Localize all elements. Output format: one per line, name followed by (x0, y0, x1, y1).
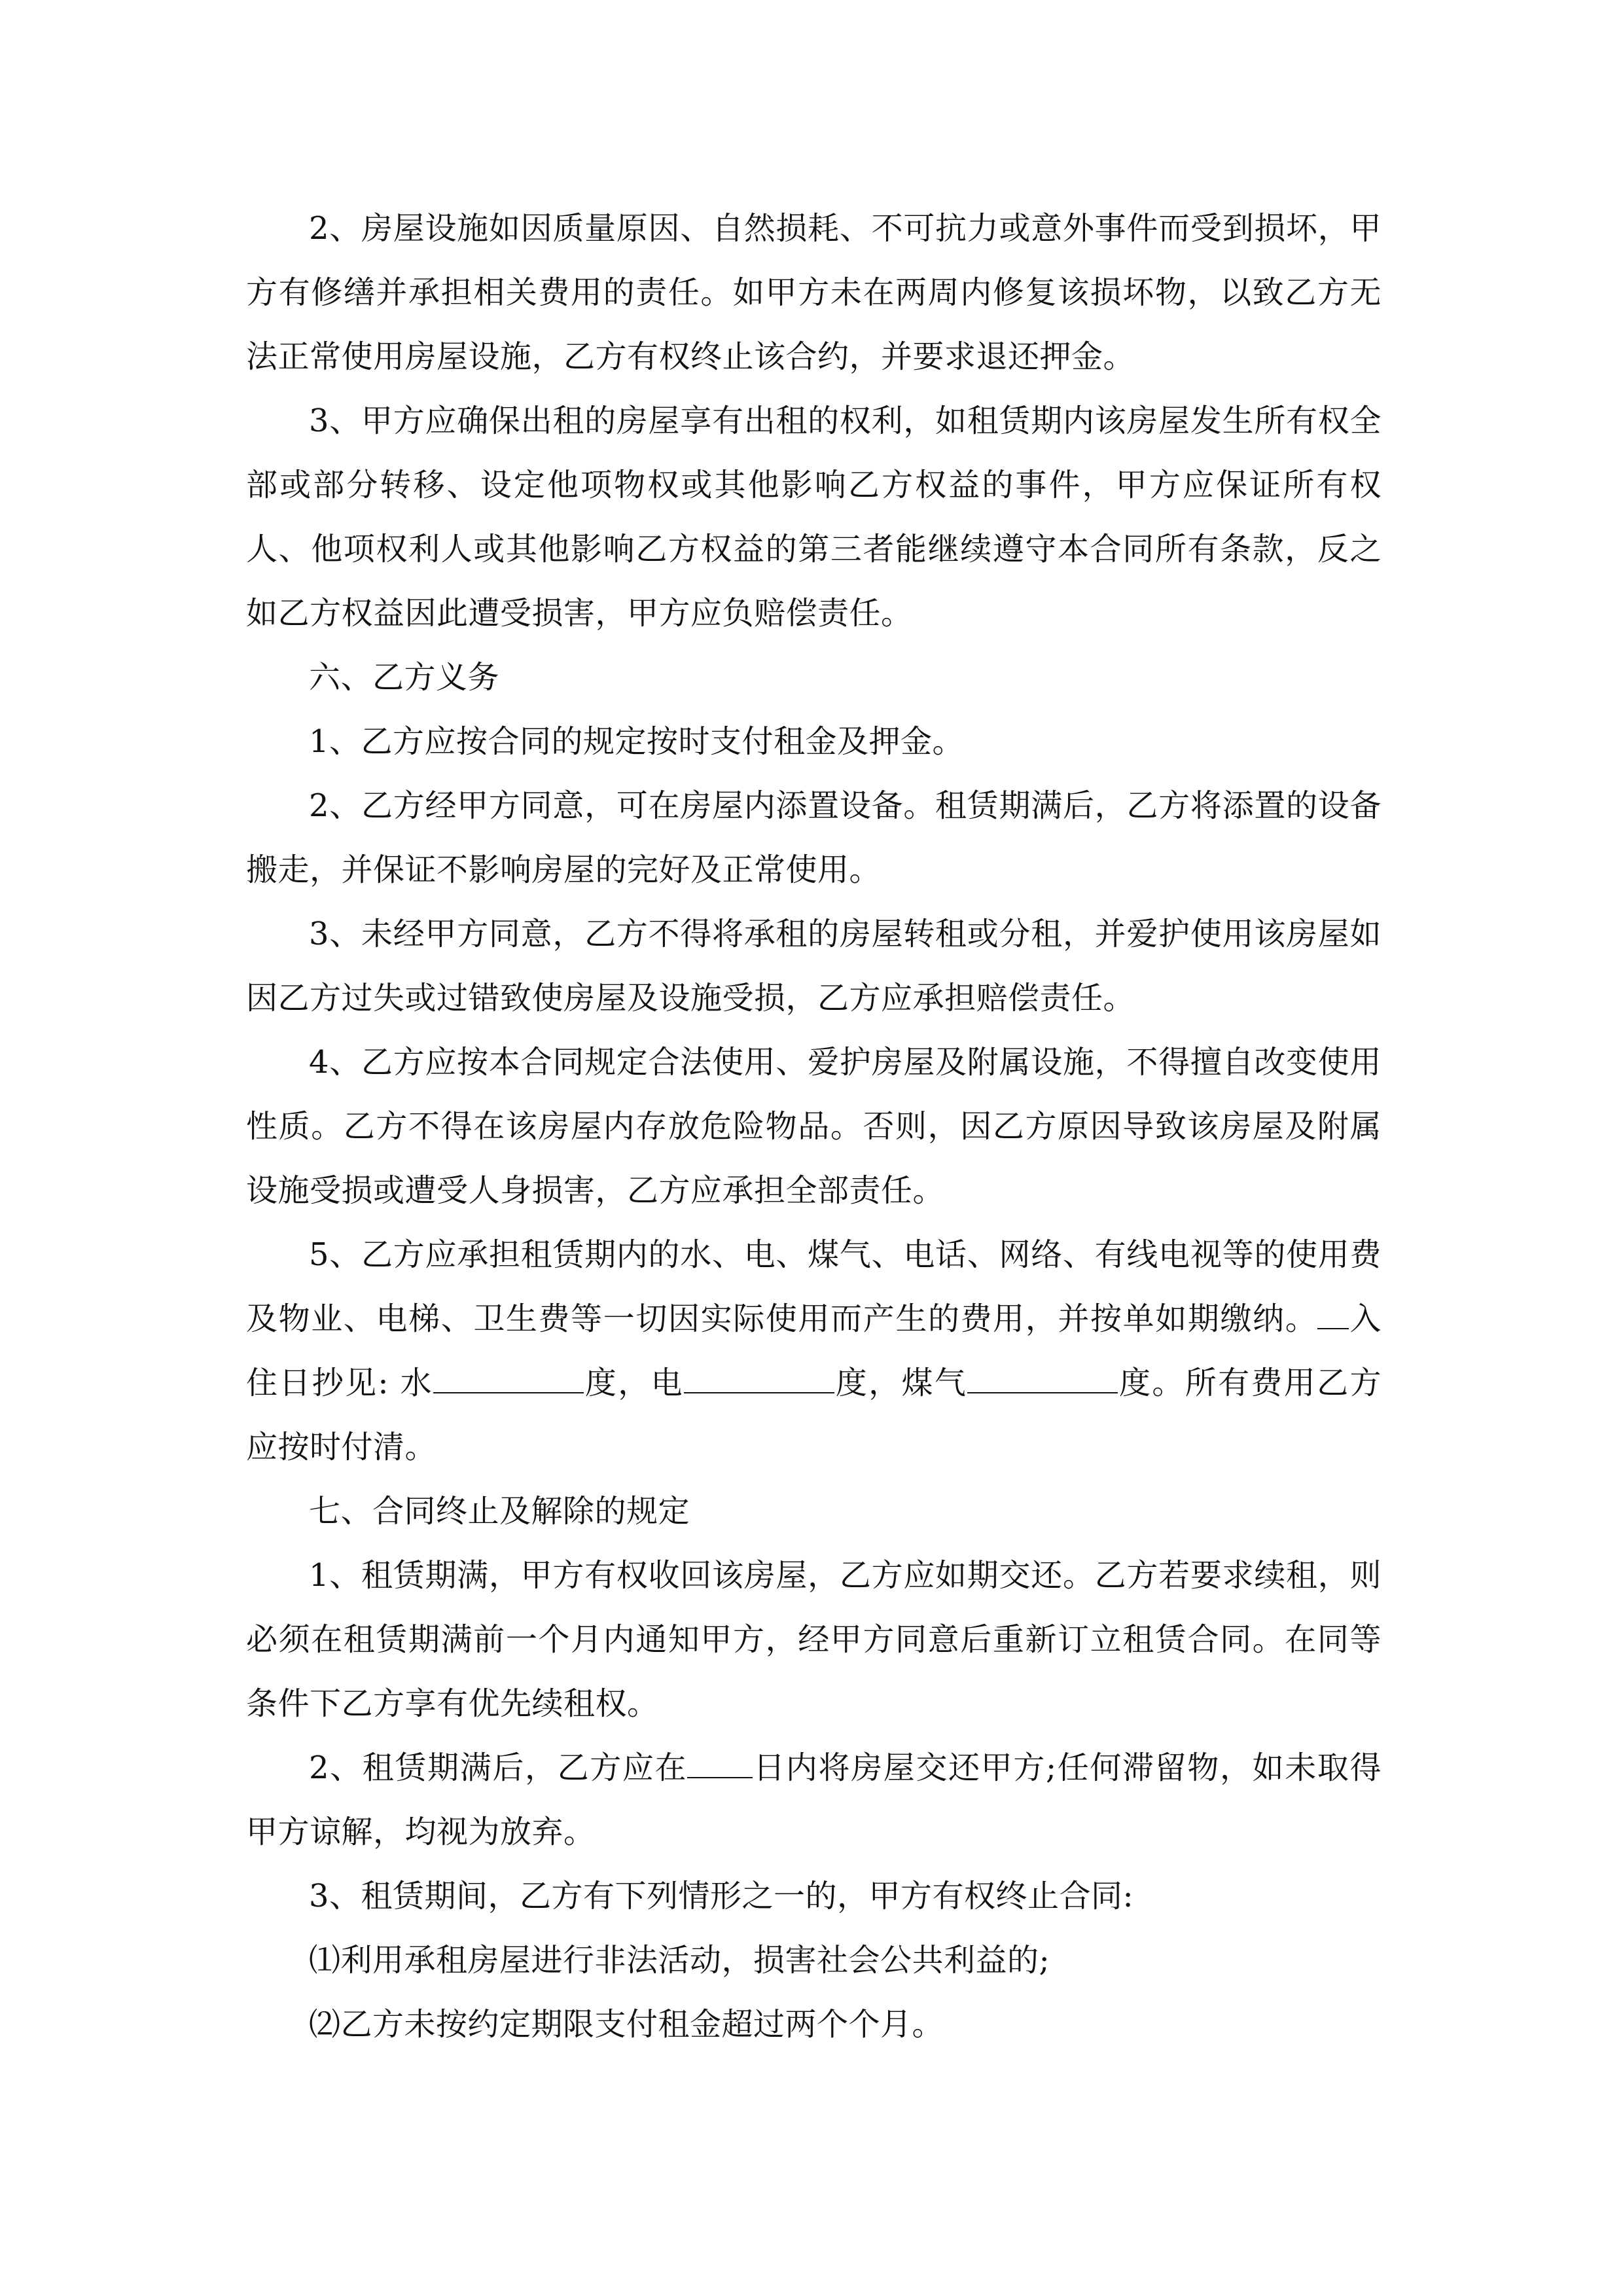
electric-label: 度，电 (584, 1365, 684, 1401)
clause-7-3-item-1: ⑴利用承租房屋进行非法活动，损害社会公共利益的; (309, 1942, 1050, 1979)
section-heading-six: 六、乙方义务 (309, 659, 500, 696)
gas-reading-blank (967, 1364, 1118, 1393)
clause-7-2 (246, 1736, 1382, 1864)
clause-6-2: 2、乙方经甲方同意，可在房屋内添置设备。租赁期满后，乙方将添置的设备搬走，并保证不影响房屋的完好及正常使用。 (246, 787, 1382, 888)
clause-5-2: 2、房屋设施如因质量原因、自然损耗、不可抗力或意外事件而受到损坏，甲方有修缮并承担相关费用的责任。如甲方未在两周内修复该损坏物，以致乙方无法正常使用房屋设施，乙方有权终止该合约，并要求退还押金。 (246, 210, 1382, 375)
blank-line (1317, 1300, 1349, 1329)
days-blank (687, 1749, 753, 1778)
clause-6-1: 1、乙方应按合同的规定按时支付租金及押金。 (309, 723, 965, 760)
clause-7-2-text: 2、租赁期满后，乙方应在 (309, 1749, 688, 1786)
section-heading-seven: 七、合同终止及解除的规定 (309, 1493, 690, 1530)
water-reading-blank (433, 1364, 584, 1393)
clause-7-2-tail: 日内将房屋交还甲方;任何滞留物，如未取得甲方谅解，均视为放弃。 (246, 1749, 1382, 1850)
clause-6-5-tail: 度。所有费用乙方应按时付清。 (246, 1365, 1382, 1465)
clause-6-4: 4、乙方应按本合同规定合法使用、爱护房屋及附属设施，不得擅自改变使用性质。乙方不得在该房屋内存放危险物品。否则，因乙方原因导致该房屋及附属设施受损或遭受人身损害，乙方应承担全部责任。 (246, 1044, 1382, 1209)
gas-label: 度，煤气 (834, 1365, 968, 1401)
clause-7-3-item-2: ⑵乙方未按约定期限支付租金超过两个个月。 (309, 2006, 944, 2043)
electric-reading-blank (684, 1364, 834, 1393)
clause-6-5 (246, 1223, 1382, 1479)
clause-6-3: 3、未经甲方同意，乙方不得将承租的房屋转租或分租，并爱护使用该房屋如因乙方过失或过错致使房屋及设施受损，乙方应承担赔偿责任。 (246, 916, 1382, 1016)
clause-6-5-text: 5、乙方应承担租赁期内的水、电、煤气、电话、网络、有线电视等的使用费及物业、电梯、卫生费等一切因实际使用而产生的费用，并按单如期缴纳。 (246, 1236, 1382, 1337)
clause-7-3: 3、租赁期间，乙方有下列情形之一的，甲方有权终止合同: (309, 1878, 1134, 1914)
clause-5-3: 3、甲方应确保出租的房屋享有出租的权利，如租赁期内该房屋发生所有权全部或部分转移、设定他项物权或其他影响乙方权益的事件，甲方应保证所有权人、他项权利人或其他影响乙方权益的第三者能继续遵守本合同所有条款，反之如乙方权益因此遭受损害，甲方应负赔偿责任。 (246, 403, 1382, 632)
document-body (246, 196, 1382, 2056)
clause-7-1: 1、租赁期满，甲方有权收回该房屋，乙方应如期交还。乙方若要求续租，则必须在租赁期满前一个月内通知甲方，经甲方同意后重新订立租赁合同。在同等条件下乙方享有优先续租权。 (246, 1557, 1382, 1722)
meter-reading-label: 入住日抄见: 水 (246, 1300, 1382, 1401)
